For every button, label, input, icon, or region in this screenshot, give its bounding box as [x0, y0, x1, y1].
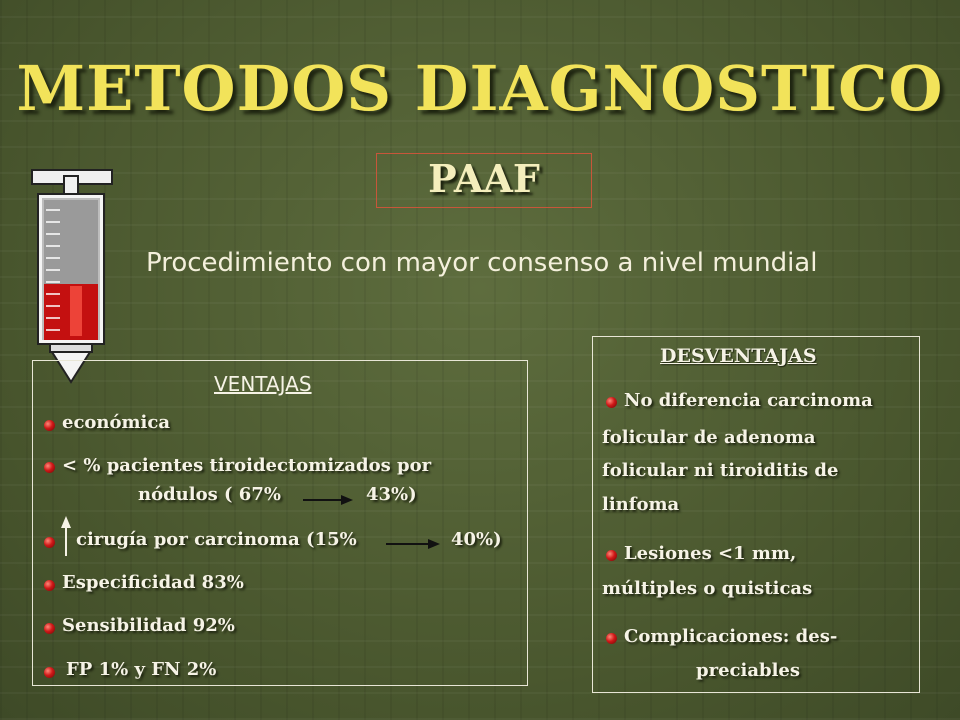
ventaja-pacientes: < % pacientes tiroidectomizados por — [62, 455, 432, 476]
desventaja-line-7: Complicaciones: des- — [624, 626, 838, 647]
ventaja-pacientes-cont: nódulos ( 67% — [138, 484, 281, 505]
desventaja-line-1: No diferencia carcinoma — [624, 390, 873, 411]
ventajas-box — [32, 360, 528, 686]
ventaja-especificidad: Especificidad 83% — [62, 572, 244, 593]
syringe-icon — [26, 160, 116, 385]
slide-title: METODOS DIAGNOSTICO — [16, 52, 944, 125]
desventaja-line-8: preciables — [696, 660, 800, 681]
up-arrow-icon — [60, 516, 72, 556]
bullet-icon — [44, 537, 55, 548]
bullet-icon — [44, 667, 55, 678]
bullet-icon — [606, 633, 617, 644]
subtitle: Procedimiento con mayor consenso a nivel mundial — [146, 248, 818, 278]
desventaja-line-2: folicular de adenoma — [602, 427, 816, 448]
bullet-icon — [44, 420, 55, 431]
ventaja-fp-fn: FP 1% y FN 2% — [66, 659, 217, 680]
right-arrow-icon — [303, 494, 353, 506]
ventaja-cirugia-end: 40%) — [451, 529, 502, 550]
desventaja-line-6: múltiples o quisticas — [602, 578, 813, 599]
bullet-icon — [44, 623, 55, 634]
desventaja-line-5: Lesiones <1 mm, — [624, 543, 797, 564]
section-title: PAAF — [428, 156, 540, 201]
ventaja-pacientes-end: 43%) — [366, 484, 417, 505]
bullet-icon — [606, 397, 617, 408]
bullet-icon — [44, 580, 55, 591]
ventaja-economica: económica — [62, 412, 171, 433]
bullet-icon — [606, 550, 617, 561]
desventaja-line-3: folicular ni tiroiditis de — [602, 460, 839, 481]
desventaja-line-4: linfoma — [602, 494, 680, 515]
ventaja-cirugia: cirugía por carcinoma (15% — [76, 529, 357, 550]
ventajas-heading: VENTAJAS — [214, 372, 312, 396]
right-arrow-icon — [386, 538, 442, 550]
ventaja-sensibilidad: Sensibilidad 92% — [62, 615, 235, 636]
bullet-icon — [44, 462, 55, 473]
desventajas-heading: DESVENTAJAS — [660, 345, 817, 367]
